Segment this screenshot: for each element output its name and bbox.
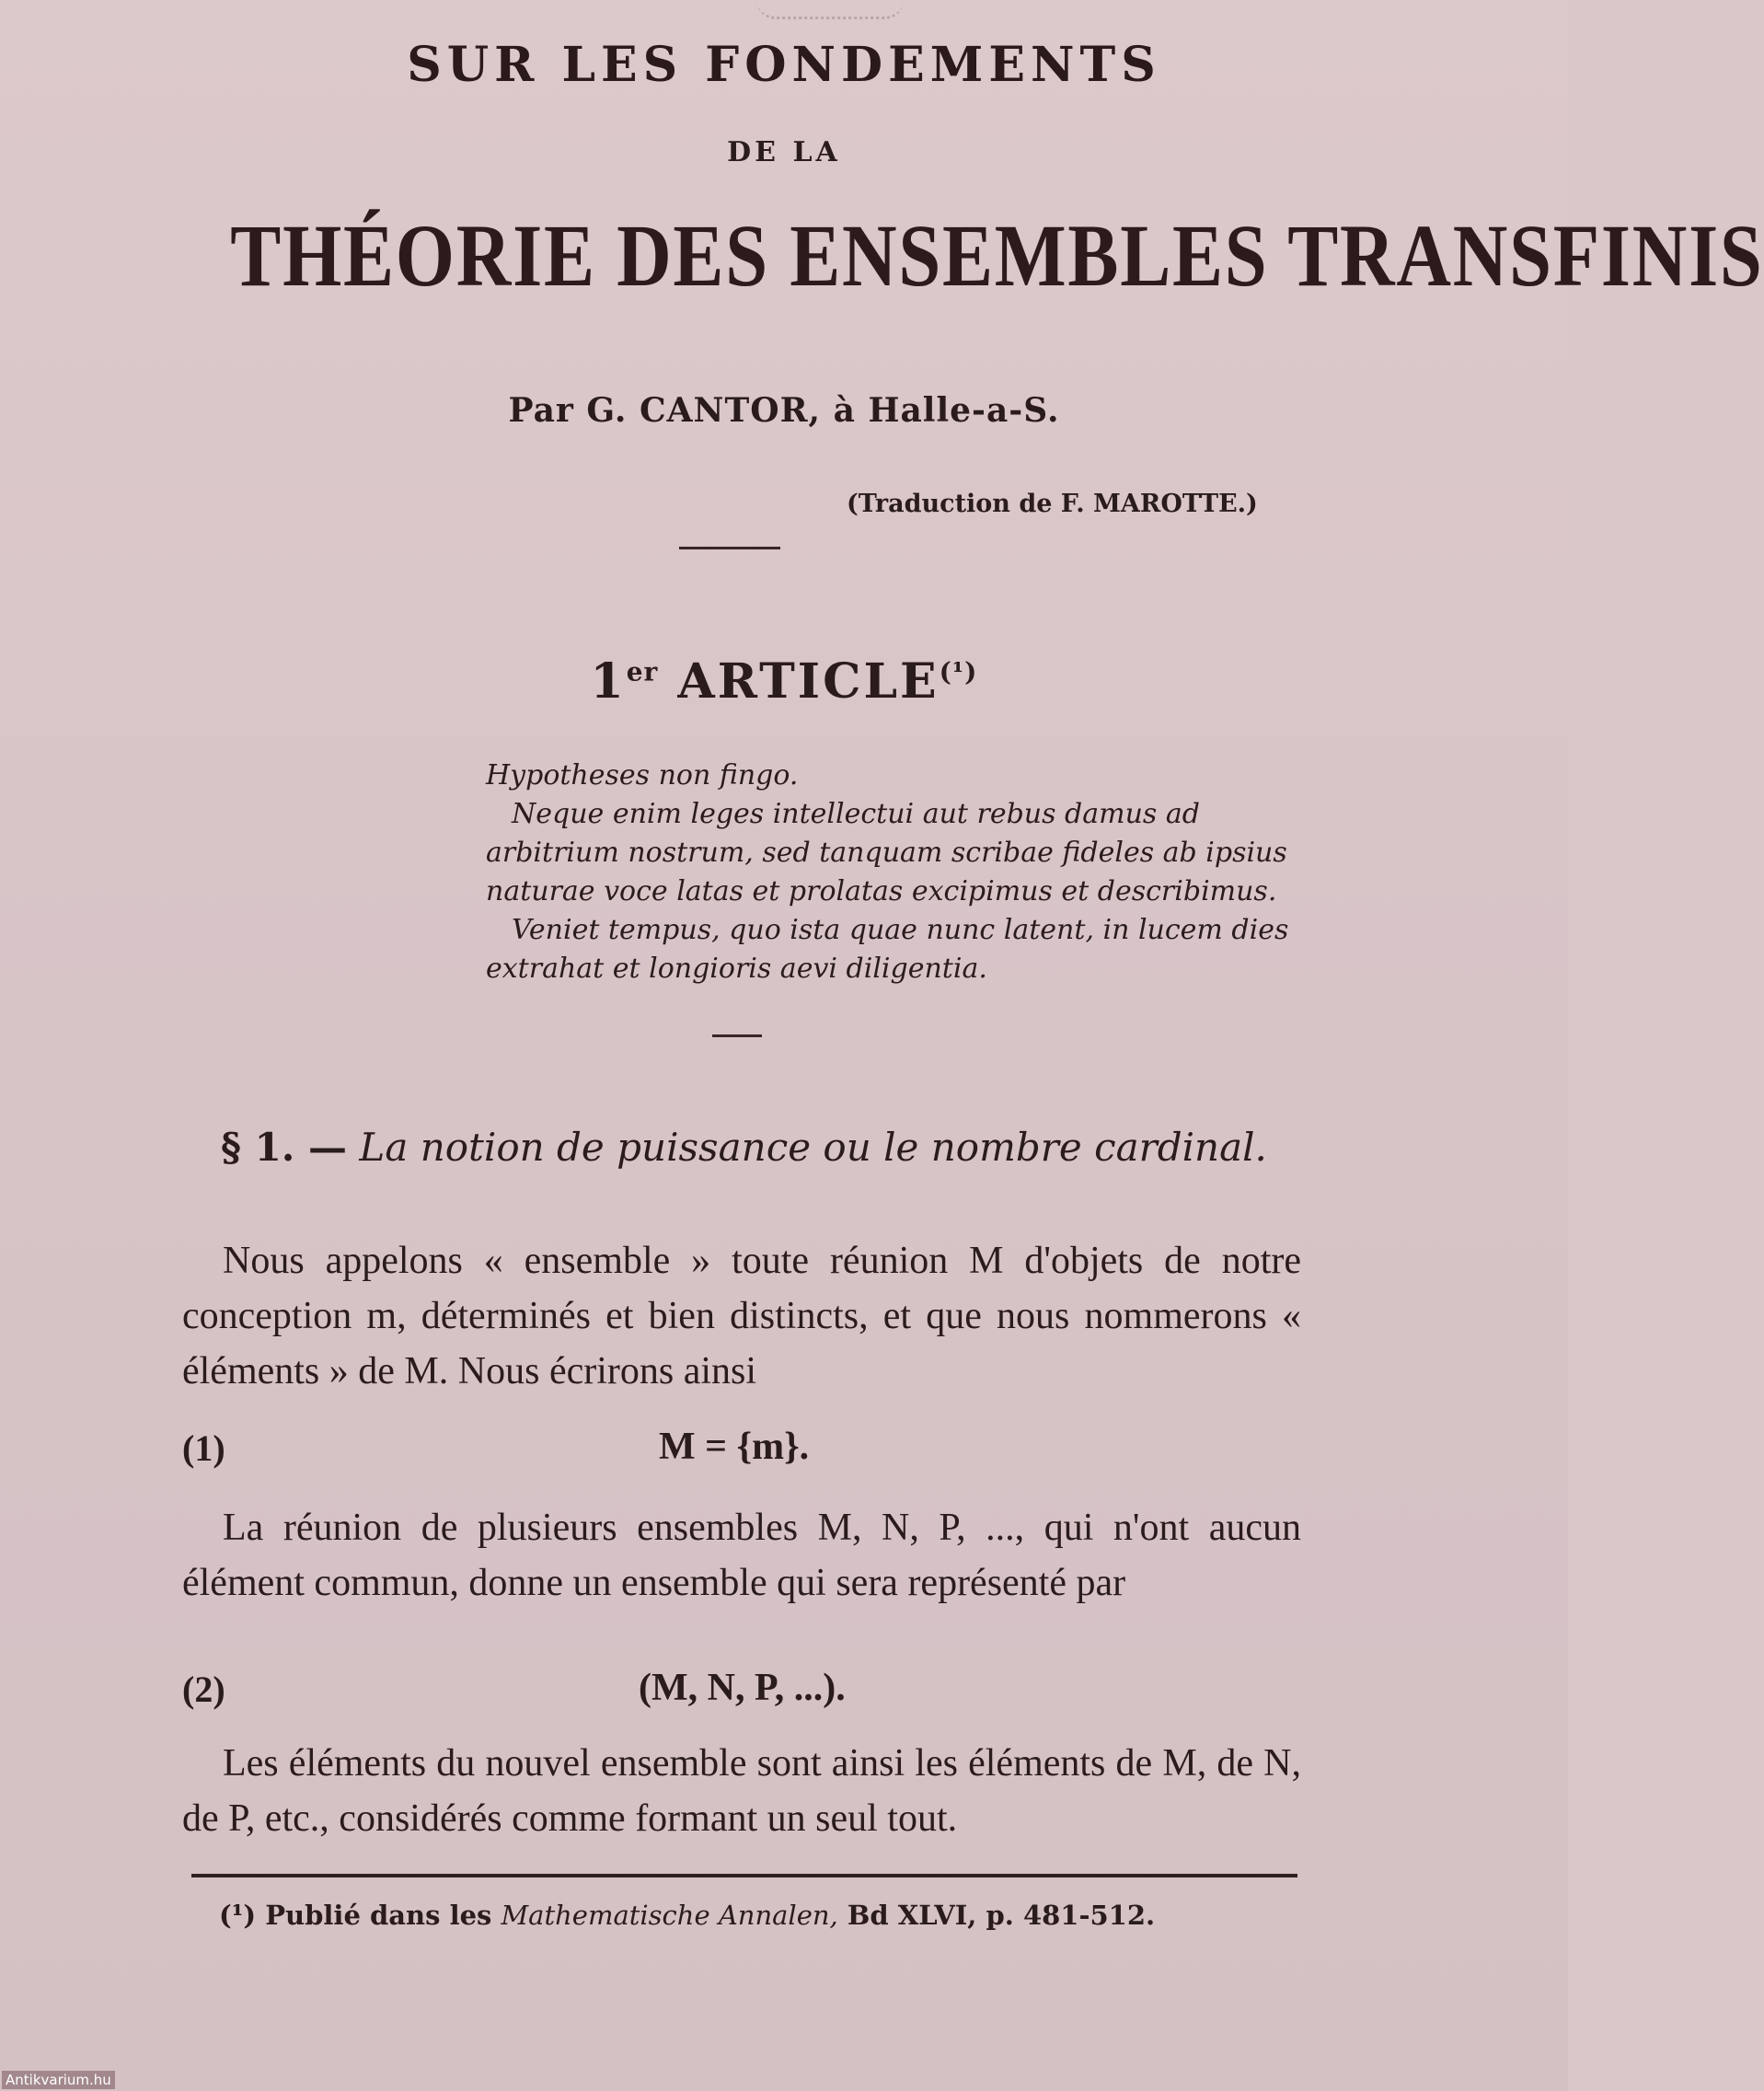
footnote — [219, 1900, 1155, 1931]
title-line-3: THÉORIE DES ENSEMBLES TRANSFINIS — [230, 206, 1764, 305]
epigraph-line: Neque enim leges intellectui aut rebus damus ad arbitrium nostrum, sed tanquam scribae fideles ab ipsius naturae voce latas et prolatas excipimus et describimus. — [486, 798, 1287, 907]
epigraph-line: Hypotheses non fingo. — [486, 759, 799, 791]
epigraph — [486, 757, 1305, 988]
equation-2: (M, N, P, ...). — [639, 1667, 846, 1709]
footnote-journal: Mathematische Annalen, — [501, 1900, 838, 1931]
title-line-1: SUR LES FONDEMENTS — [407, 37, 1161, 93]
paragraph-text: Nous appelons « ensemble » toute réunion M d'objets de notre conception m, déterminés et bien distincts, et que nous nommerons « éléments » de M. Nous écrirons ainsi — [182, 1240, 1301, 1392]
article-note-ref: (¹) — [939, 656, 978, 687]
paragraph-2 — [182, 1500, 1301, 1611]
footnote-ref: (¹) Publié dans les — [219, 1900, 492, 1931]
section-title: La notion de puissance ou le nombre cardinal. — [359, 1125, 1267, 1170]
equation-number-2: (2) — [182, 1669, 225, 1710]
divider-dash — [712, 1034, 762, 1037]
article-number: 1 — [590, 653, 627, 710]
title-line-2: DE LA — [727, 136, 841, 168]
footnote-rest: Bd XLVI, p. 481-512. — [847, 1900, 1156, 1931]
watermark: Antikvarium.hu — [2, 2071, 115, 2089]
epigraph-line: Veniet tempus, quo ista quae nunc latent, in lucem dies extrahat et longioris aevi diligentia. — [486, 914, 1289, 985]
translator-line: (Traduction de F. MAROTTE.) — [847, 490, 1258, 518]
article-heading — [0, 653, 1568, 710]
paragraph-1 — [182, 1233, 1301, 1399]
paragraph-text: Les éléments du nouvel ensemble sont ainsi les éléments de M, de N, de P, etc., considérés comme formant un seul tout. — [182, 1742, 1301, 1840]
equation-1: M = {m}. — [659, 1426, 810, 1468]
article-label: ARTICLE — [677, 653, 940, 710]
stamp-mark — [756, 0, 904, 19]
paragraph-3 — [182, 1736, 1301, 1846]
footnote-rule — [191, 1874, 1297, 1877]
divider-rule — [679, 547, 780, 549]
article-number-sup: er — [626, 656, 659, 687]
section-heading — [221, 1125, 1267, 1170]
equation-number-1: (1) — [182, 1427, 225, 1469]
author-line: Par G. CANTOR, à Halle-a-S. — [508, 391, 1060, 430]
paragraph-text: La réunion de plusieurs ensembles M, N, P, ..., qui n'ont aucun élément commun, donne un ensemble qui sera représenté par — [182, 1507, 1301, 1604]
section-number: § 1. — — [221, 1125, 348, 1170]
